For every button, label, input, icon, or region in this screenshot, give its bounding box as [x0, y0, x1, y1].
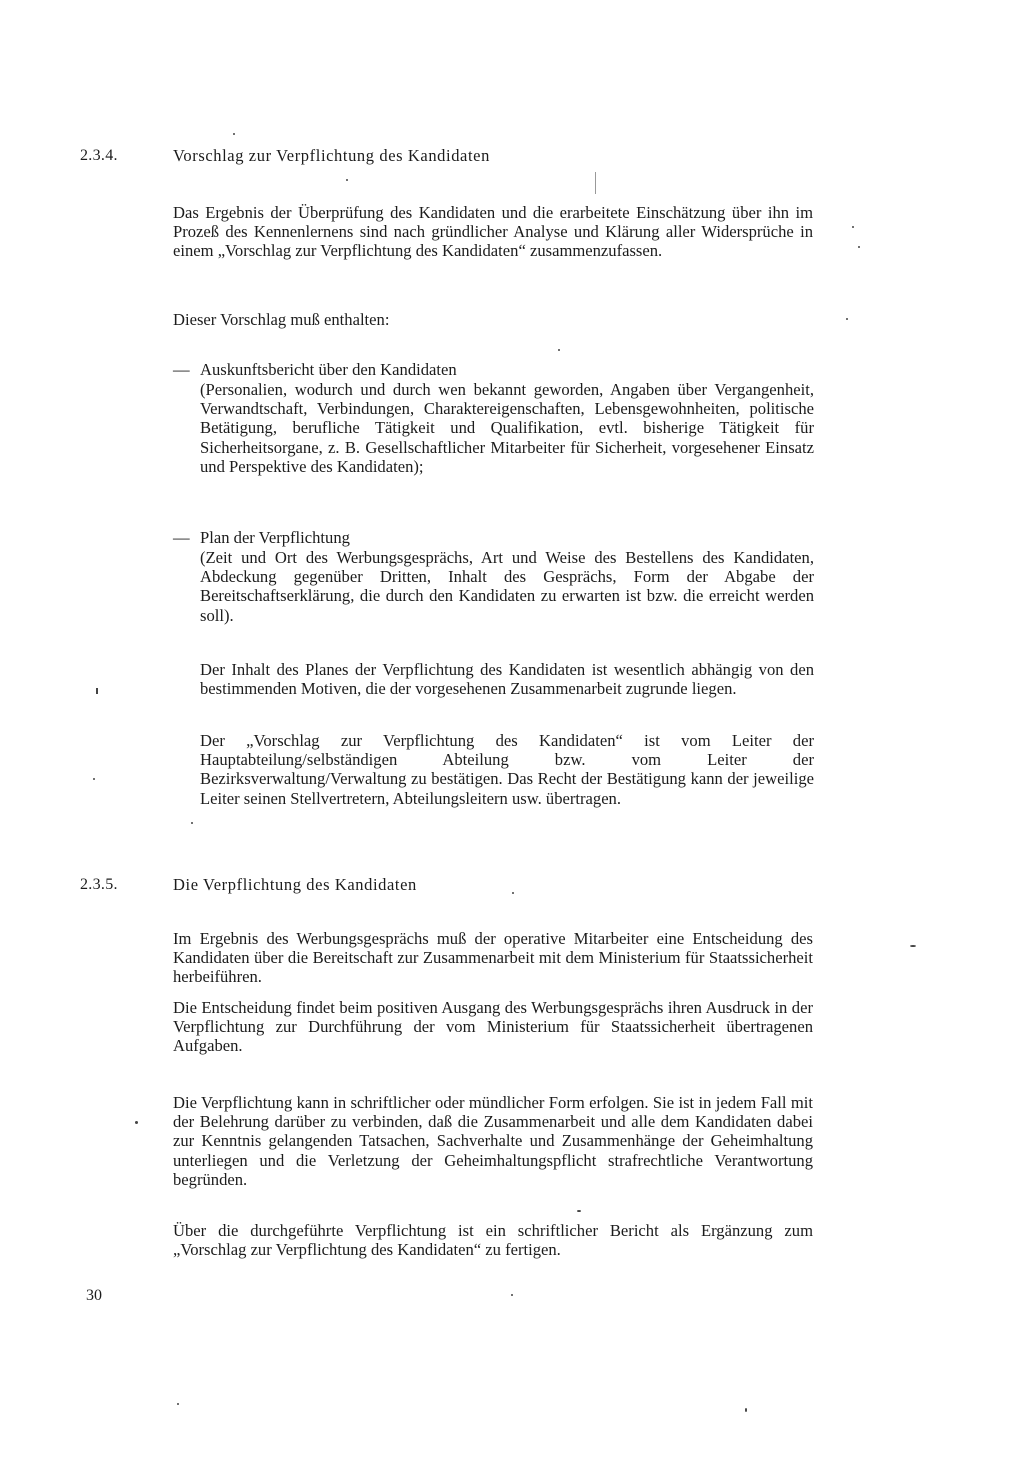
scan-speck — [595, 172, 596, 194]
scan-speck — [135, 1121, 138, 1124]
list-item-title: Plan der Verpflichtung — [200, 528, 350, 547]
scan-speck — [858, 246, 860, 248]
scan-speck — [93, 778, 95, 780]
list-item-text: (Personalien, wodurch und durch wen bekannt geworden, Angaben über Vergangenheit, Verwandtschaft, Verbindungen, Charaktereigenschaften, Lebensgewohnheiten, politische Betätigung, berufliche Tätigkeit und Qualifikation, evtl. bisherige Tätigkeit für Sicherheitsorgane, z. B. Gesellschaftlicher Mitarbeiter für Sicherheit, vorgesehener Einsatz und Perspektive des Kandidaten); — [200, 380, 814, 476]
scan-speck — [96, 688, 98, 694]
section-title: Die Verpflichtung des Kandidaten — [173, 875, 417, 894]
scan-speck — [177, 1403, 179, 1405]
scan-speck — [558, 349, 560, 351]
scan-speck — [191, 822, 193, 824]
scan-speck — [577, 1210, 581, 1212]
list-item-text: (Zeit und Ort des Werbungsgesprächs, Art und Weise des Bestellens des Kandidaten, Abdeckung gegenüber Dritten, Inhalt des Gesprächs, Form der Abgabe der Bereitschaftserklärung, die durch den Kandidaten zu erwarten ist bzw. die erreicht werden soll). — [200, 548, 814, 625]
scan-speck — [233, 133, 235, 135]
body-paragraph: Die Entscheidung findet beim positiven Ausgang des Werbungsgesprächs ihren Ausdruck in der Verpflichtung zur Durchführung der vom Ministerium für Staatssicherheit übertragenen Aufgaben. — [173, 998, 813, 1056]
section-number: 2.3.5. — [80, 876, 118, 893]
section-title: Vorschlag zur Verpflichtung des Kandidaten — [173, 146, 490, 165]
body-paragraph: Im Ergebnis des Werbungsgesprächs muß der operative Mitarbeiter eine Entscheidung des Kandidaten über die Bereitschaft zur Zusammenarbeit mit dem Ministerium für Staatssicherheit herbeiführen. — [173, 929, 813, 987]
scan-speck — [852, 226, 854, 228]
scan-speck — [745, 1408, 747, 1412]
scan-speck — [511, 1294, 513, 1296]
section-intro-paragraph: Das Ergebnis der Überprüfung des Kandidaten und die erarbeitete Einschätzung über ihn im Prozeß des Kennenlernens sind nach gründlicher Analyse und Klärung aller Widersprüche in einem „Vorschlag zur Verpflichtung des Kandidaten“ zusammenzufassen. — [173, 203, 813, 261]
bullet-dash: — — [173, 360, 190, 379]
bullet-dash: — — [173, 528, 190, 547]
body-paragraph: Über die durchgeführte Verpflichtung ist ein schriftlicher Bericht als Ergänzung zum „Vorschlag zur Verpflichtung des Kandidaten“ zu fertigen. — [173, 1221, 813, 1260]
lead-text: Dieser Vorschlag muß enthalten: — [173, 310, 390, 329]
section-number: 2.3.4. — [80, 147, 118, 164]
body-paragraph: Die Verpflichtung kann in schriftlicher oder mündlicher Form erfolgen. Sie ist in jedem Fall mit der Belehrung darüber zu verbinden, daß die Zusammenarbeit und alle dem Kandidaten dabei zur Kenntnis gelangenden Tatsachen, Sachverhalte und Zusammenhänge der Geheimhaltung unterliegen und die Verletzung der Geheimhaltungspflicht strafrechtliche Verantwortung begründen. — [173, 1093, 813, 1189]
scan-speck — [910, 945, 916, 947]
list-item-title: Auskunftsbericht über den Kandidaten — [200, 360, 457, 379]
scan-speck — [512, 892, 514, 894]
scan-speck — [846, 318, 848, 320]
page-number: 30 — [86, 1287, 102, 1304]
note-paragraph: Der Inhalt des Planes der Verpflichtung des Kandidaten ist wesentlich abhängig von den bestimmenden Motiven, die der vorgesehenen Zusammenarbeit zugrunde liegen. — [200, 660, 814, 699]
note-paragraph: Der „Vorschlag zur Verpflichtung des Kandidaten“ ist vom Leiter der Hauptabteilung/selbständigen Abteilung bzw. vom Leiter der Bezirksverwaltung/Verwaltung zu bestätigen. Das Recht der Bestätigung kann der jeweilige Leiter seinen Stellvertretern, Abteilungsleitern usw. übertragen. — [200, 731, 814, 808]
scan-speck — [346, 179, 348, 181]
